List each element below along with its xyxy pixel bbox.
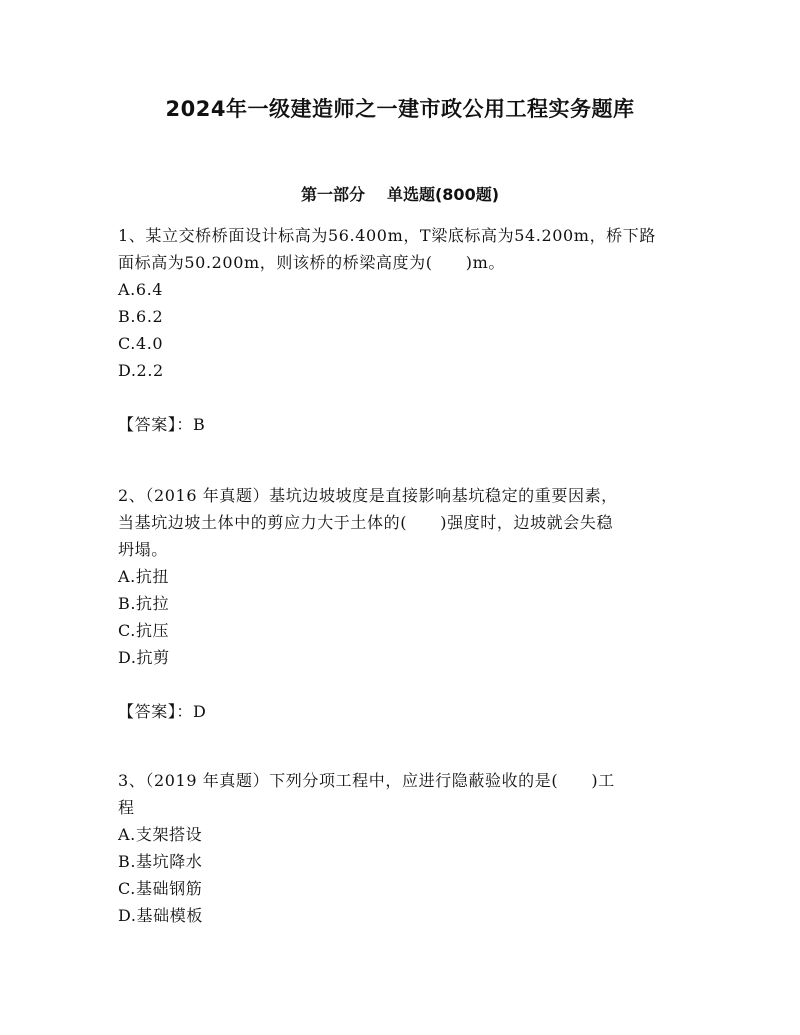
option-c: C.基础钢筋 xyxy=(118,879,203,898)
option-a: A.支架搭设 xyxy=(118,825,203,844)
question-stem-line: 程 xyxy=(118,798,135,817)
option-c: C.抗压 xyxy=(118,621,170,640)
question-stem-line: 2、（2016 年真题）基坑边坡坡度是直接影响基坑稳定的重要因素， xyxy=(118,486,618,505)
question-stem-line: 坍塌。 xyxy=(118,540,168,559)
question-2 xyxy=(118,482,690,725)
option-a: A.6.4 xyxy=(118,280,164,299)
option-d: D.2.2 xyxy=(118,361,164,380)
question-1 xyxy=(118,222,690,438)
option-c: C.4.0 xyxy=(118,334,164,353)
option-d: D.抗剪 xyxy=(118,648,170,667)
question-3 xyxy=(118,767,690,929)
answer-line: 【答案】：B xyxy=(118,415,206,434)
answer-line: 【答案】：D xyxy=(118,702,207,721)
option-b: B.6.2 xyxy=(118,307,164,326)
option-a: A.抗扭 xyxy=(118,567,170,586)
option-b: B.基坑降水 xyxy=(118,852,203,871)
option-b: B.抗拉 xyxy=(118,594,170,613)
section-name: 单选题(800题) xyxy=(386,185,500,204)
option-d: D.基础模板 xyxy=(118,906,203,925)
question-stem-line: 1、某立交桥桥面设计标高为56.400m，T梁底标高为54.200m，桥下路 xyxy=(118,226,656,245)
section-title xyxy=(0,182,800,208)
document-title: 2024年一级建造师之一建市政公用工程实务题库 xyxy=(165,97,635,121)
question-stem-line: 3、（2019 年真题）下列分项工程中，应进行隐蔽验收的是( )工 xyxy=(118,771,615,790)
question-stem-line: 当基坑边坡土体中的剪应力大于土体的( )强度时，边坡就会失稳 xyxy=(118,513,614,532)
question-stem-line: 面标高为50.200m，则该桥的桥梁高度为( )m。 xyxy=(118,253,506,272)
section-part: 第一部分 xyxy=(300,185,365,204)
